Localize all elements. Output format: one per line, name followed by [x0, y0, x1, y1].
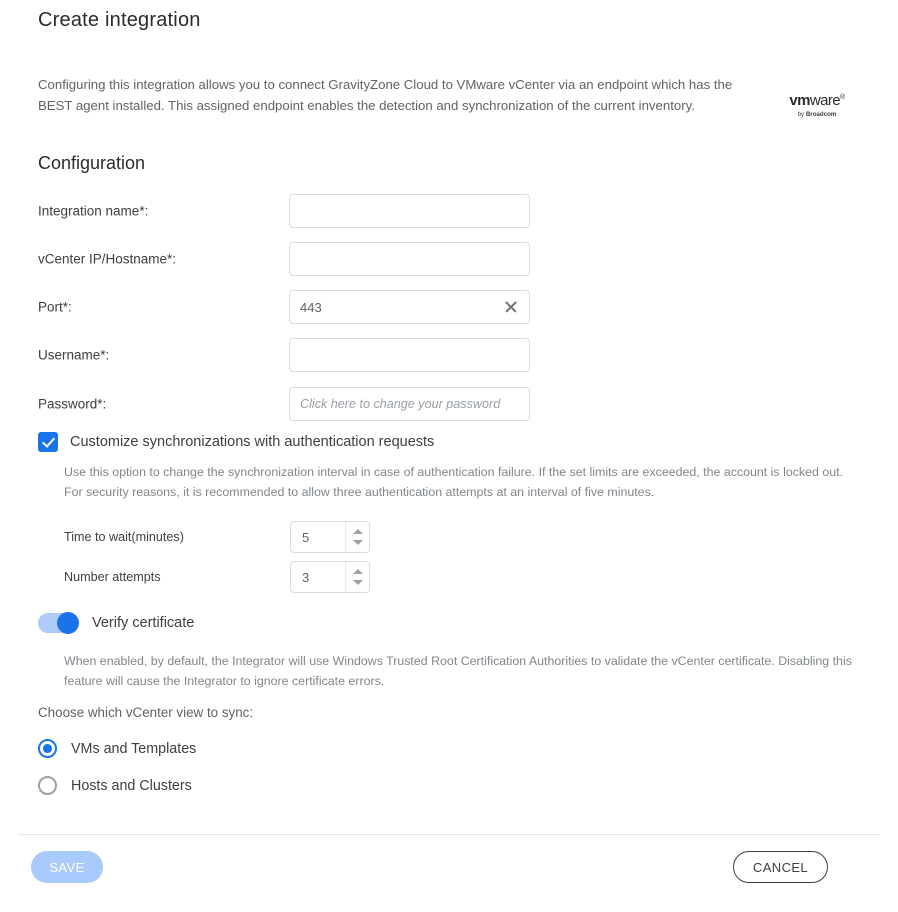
number-attempts-spinner[interactable]: [345, 562, 369, 592]
vmware-wordmark: [781, 90, 853, 108]
chevron-down-icon[interactable]: [353, 580, 363, 585]
port-label: Port*:: [38, 299, 72, 315]
time-to-wait-stepper[interactable]: [290, 521, 370, 553]
customize-sync-checkbox[interactable]: [38, 432, 58, 452]
vmware-subtitle: [781, 111, 853, 119]
chevron-up-icon[interactable]: [353, 529, 363, 534]
form-row-integration-name: [38, 194, 538, 228]
toggle-knob: [57, 612, 79, 634]
password-label: Password*:: [38, 396, 107, 412]
vmware-subtitle-brand: Broadcom: [805, 111, 837, 118]
vcenter-host-label: vCenter IP/Hostname*:: [38, 251, 177, 267]
intro-description: Configuring this integration allows you to connect GravityZone Cloud to VMware vCenter via an endpoint which has the BEST agent installed. This assigned endpoint enables the detection and synchronization of the current inventory.: [38, 77, 733, 113]
clear-icon[interactable]: [503, 299, 519, 315]
stepper-row-number-attempts: [64, 561, 384, 593]
configuration-section-title: Configuration: [38, 153, 146, 173]
verify-certificate-label: Verify certificate: [92, 615, 195, 631]
number-attempts-stepper[interactable]: [290, 561, 370, 593]
password-placeholder: Click here to change your password: [300, 397, 501, 411]
footer-divider: [18, 834, 880, 835]
vmware-subtitle-prefix: by: [797, 111, 806, 118]
password-input[interactable]: [289, 387, 530, 421]
vmware-wordmark-light: ware: [809, 92, 841, 109]
radio-label-vms-and-templates: VMs and Templates: [71, 740, 197, 757]
chevron-down-icon[interactable]: [353, 540, 363, 545]
vmware-wordmark-bold: vm: [789, 92, 810, 109]
time-to-wait-value: 5: [302, 529, 310, 545]
view-sync-label: Choose which vCenter view to sync:: [38, 705, 254, 720]
page-title: Create integration: [38, 9, 201, 31]
cancel-button[interactable]: CANCEL: [733, 851, 828, 883]
username-label: Username*:: [38, 347, 110, 363]
form-row-username: [38, 338, 538, 372]
radio-icon-selected[interactable]: [38, 739, 57, 758]
username-input[interactable]: [289, 338, 530, 372]
chevron-up-icon[interactable]: [353, 569, 363, 574]
verify-certificate-row[interactable]: [38, 613, 194, 633]
registered-mark: ®: [840, 94, 845, 101]
customize-sync-help-text: Use this option to change the synchronization interval in case of authentication failure. If the set limits are exceeded, the account is locked out. For security reasons, it is recommended to allow three authentication attempts at an interval of five minutes.: [64, 465, 843, 499]
integration-name-input[interactable]: [289, 194, 530, 228]
stepper-row-time-to-wait: [64, 521, 384, 553]
verify-certificate-toggle[interactable]: [38, 613, 78, 633]
port-input[interactable]: [289, 290, 530, 324]
vcenter-host-input[interactable]: [289, 242, 530, 276]
vmware-logo: [781, 90, 853, 119]
number-attempts-value: 3: [302, 569, 310, 585]
form-row-password: [38, 387, 538, 421]
radio-label-hosts-and-clusters: Hosts and Clusters: [71, 777, 192, 794]
radio-icon-unselected[interactable]: [38, 776, 57, 795]
radio-option-hosts-and-clusters[interactable]: [38, 776, 192, 795]
time-to-wait-label: Time to wait(minutes): [64, 530, 184, 544]
form-row-vcenter-host: [38, 242, 538, 276]
save-button[interactable]: SAVE: [31, 851, 103, 883]
verify-certificate-help-text: When enabled, by default, the Integrator will use Windows Trusted Root Certification Authorities to validate the vCenter certificate. Disabling this feature will cause the Integrator to ignore certificate errors.: [64, 654, 852, 688]
radio-option-vms-and-templates[interactable]: [38, 739, 196, 758]
time-to-wait-spinner[interactable]: [345, 522, 369, 552]
form-row-port: [38, 290, 538, 324]
number-attempts-label: Number attempts: [64, 570, 161, 584]
customize-sync-label: Customize synchronizations with authentication requests: [70, 434, 435, 450]
integration-name-label: Integration name*:: [38, 203, 149, 219]
customize-sync-checkbox-row[interactable]: [38, 432, 434, 452]
port-value: 443: [300, 299, 322, 315]
